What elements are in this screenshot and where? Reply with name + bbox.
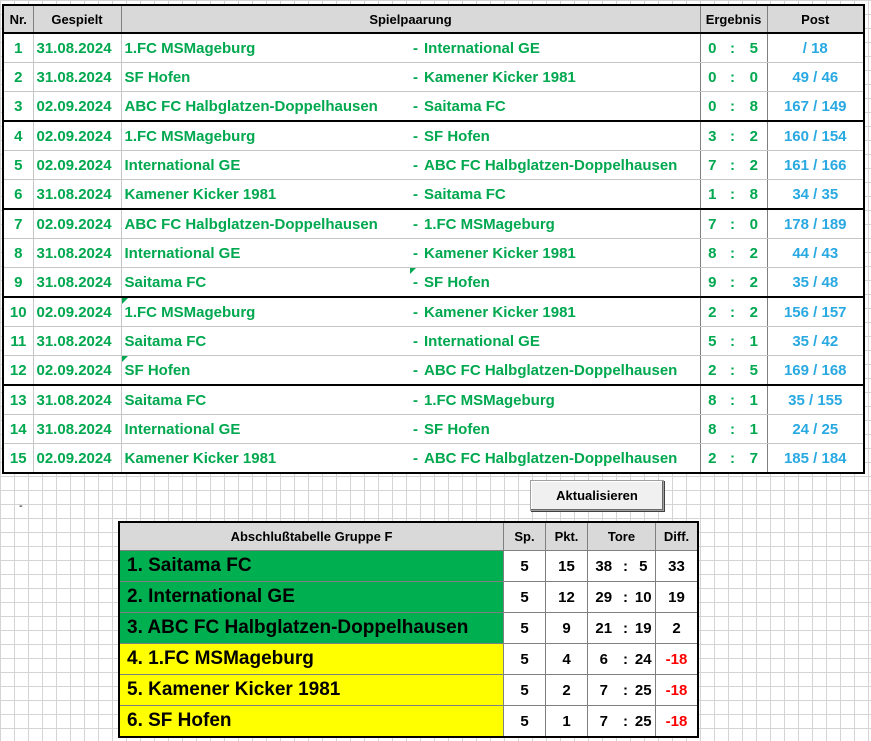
result-colon: : [724,356,741,386]
match-row [3,33,864,63]
match-date: 31.08.2024 [33,327,121,356]
result-colon: : [724,327,741,356]
home-goals: 2 [700,297,724,327]
team-name: 4. 1.FC MSMageburg [120,644,504,675]
away-team: Saitama FC [421,180,700,210]
match-date: 31.08.2024 [33,415,121,444]
post-value: 34 / 35 [767,180,864,210]
home-goals: 5 [700,327,724,356]
pairing-separator: - [410,239,421,268]
home-goals: 2 [700,356,724,386]
result-colon: : [724,63,741,92]
home-team: International GE [121,415,410,444]
home-goals: 0 [700,92,724,122]
points: 2 [546,675,588,706]
home-team: Saitama FC [121,327,410,356]
goals-against: 25 [632,675,656,706]
match-number: 13 [3,385,33,415]
header-pairing: Spielpaarung [121,5,700,33]
home-goals: 0 [700,63,724,92]
home-goals: 7 [700,209,724,239]
away-team: 1.FC MSMageburg [421,209,700,239]
away-team: International GE [421,327,700,356]
post-value: 35 / 42 [767,327,864,356]
header-games: Sp. [504,523,546,551]
goals-for: 6 [588,644,620,675]
match-date: 31.08.2024 [33,268,121,298]
away-goals: 2 [741,268,767,298]
stray-dash: - [19,500,23,512]
home-goals: 2 [700,444,724,474]
away-team: ABC FC Halbglatzen-Doppelhausen [421,356,700,386]
standings-row [120,675,698,706]
goals-for: 21 [588,613,620,644]
standings-table [119,522,698,737]
home-team: Saitama FC [121,268,410,298]
away-goals: 2 [741,151,767,180]
post-value: 35 / 155 [767,385,864,415]
pairing-separator: - [410,385,421,415]
result-colon: : [724,121,741,151]
result-colon: : [724,92,741,122]
home-team: Kamener Kicker 1981 [121,180,410,210]
match-row [3,209,864,239]
home-team: SF Hofen [121,356,410,386]
result-colon: : [724,297,741,327]
header-diff: Diff. [656,523,698,551]
header-points: Pkt. [546,523,588,551]
match-number: 2 [3,63,33,92]
post-value: 24 / 25 [767,415,864,444]
result-colon: : [724,268,741,298]
match-date: 31.08.2024 [33,239,121,268]
away-goals: 7 [741,444,767,474]
post-value: 178 / 189 [767,209,864,239]
away-goals: 2 [741,239,767,268]
home-team: Saitama FC [121,385,410,415]
goals-for: 38 [588,551,620,582]
match-number: 7 [3,209,33,239]
goals-against: 10 [632,582,656,613]
away-goals: 2 [741,121,767,151]
team-name: 3. ABC FC Halbglatzen-Doppelhausen [120,613,504,644]
match-number: 3 [3,92,33,122]
away-team: Kamener Kicker 1981 [421,63,700,92]
goal-difference: -18 [656,675,698,706]
away-goals: 2 [741,297,767,327]
match-row [3,356,864,386]
pairing-separator: - [410,297,421,327]
goals-against: 25 [632,706,656,737]
pairing-separator: - [410,209,421,239]
away-goals: 5 [741,356,767,386]
home-team: SF Hofen [121,63,410,92]
match-row [3,180,864,210]
home-team: 1.FC MSMageburg [121,33,410,63]
away-goals: 1 [741,415,767,444]
home-team: ABC FC Halbglatzen-Doppelhausen [121,209,410,239]
match-date: 02.09.2024 [33,444,121,474]
result-colon: : [724,415,741,444]
match-date: 02.09.2024 [33,92,121,122]
away-goals: 8 [741,92,767,122]
games-played: 5 [504,675,546,706]
match-date: 31.08.2024 [33,63,121,92]
home-team: International GE [121,239,410,268]
match-row [3,327,864,356]
away-goals: 8 [741,180,767,210]
away-goals: 0 [741,63,767,92]
home-team: International GE [121,151,410,180]
match-row [3,151,864,180]
goal-difference: 2 [656,613,698,644]
match-date: 31.08.2024 [33,180,121,210]
match-row [3,415,864,444]
standings-row [120,582,698,613]
result-colon: : [724,444,741,474]
team-name: 2. International GE [120,582,504,613]
post-value: 35 / 48 [767,268,864,298]
games-played: 5 [504,706,546,737]
result-colon: : [724,385,741,415]
match-row [3,385,864,415]
post-value: 169 / 168 [767,356,864,386]
home-goals: 8 [700,415,724,444]
header-nr: Nr. [3,5,33,33]
home-team: 1.FC MSMageburg [121,121,410,151]
points: 15 [546,551,588,582]
match-date: 02.09.2024 [33,121,121,151]
post-value: / 18 [767,33,864,63]
points: 9 [546,613,588,644]
away-team: Kamener Kicker 1981 [421,239,700,268]
match-number: 10 [3,297,33,327]
standings-row [120,551,698,582]
pairing-separator: - [410,268,421,298]
games-played: 5 [504,582,546,613]
games-played: 5 [504,613,546,644]
result-colon: : [724,33,741,63]
home-goals: 0 [700,33,724,63]
pairing-separator: - [410,33,421,63]
goal-difference: 33 [656,551,698,582]
away-goals: 1 [741,327,767,356]
match-date: 02.09.2024 [33,297,121,327]
away-team: 1.FC MSMageburg [421,385,700,415]
post-value: 156 / 157 [767,297,864,327]
home-goals: 8 [700,385,724,415]
goals-against: 24 [632,644,656,675]
goals-colon: : [620,675,632,706]
match-schedule-table [2,4,865,474]
away-goals: 0 [741,209,767,239]
post-value: 49 / 46 [767,63,864,92]
away-team: ABC FC Halbglatzen-Doppelhausen [421,151,700,180]
pairing-separator: - [410,327,421,356]
header-post: Post [767,5,864,33]
header-goals: Tore [588,523,656,551]
home-team: 1.FC MSMageburg [121,297,410,327]
goals-for: 7 [588,675,620,706]
away-team: Saitama FC [421,92,700,122]
home-goals: 1 [700,180,724,210]
match-row [3,444,864,474]
goal-difference: -18 [656,644,698,675]
games-played: 5 [504,644,546,675]
match-row [3,92,864,122]
match-number: 1 [3,33,33,63]
post-value: 167 / 149 [767,92,864,122]
goal-difference: -18 [656,706,698,737]
pairing-separator: - [410,63,421,92]
team-name: 5. Kamener Kicker 1981 [120,675,504,706]
pairing-separator: - [410,121,421,151]
match-date: 02.09.2024 [33,209,121,239]
away-goals: 1 [741,385,767,415]
team-name: 1. Saitama FC [120,551,504,582]
result-colon: : [724,180,741,210]
standings-row [120,706,698,737]
goals-colon: : [620,613,632,644]
match-number: 14 [3,415,33,444]
match-number: 4 [3,121,33,151]
post-value: 185 / 184 [767,444,864,474]
match-number: 8 [3,239,33,268]
points: 1 [546,706,588,737]
pairing-separator: - [410,92,421,122]
goals-against: 19 [632,613,656,644]
pairing-separator: - [410,356,421,386]
standings-row [120,613,698,644]
header-result: Ergebnis [700,5,767,33]
header-played: Gespielt [33,5,121,33]
goals-colon: : [620,582,632,613]
home-team: Kamener Kicker 1981 [121,444,410,474]
match-row [3,63,864,92]
match-number: 15 [3,444,33,474]
match-row [3,297,864,327]
match-date: 31.08.2024 [33,385,121,415]
pairing-separator: - [410,151,421,180]
match-number: 6 [3,180,33,210]
match-number: 11 [3,327,33,356]
goals-against: 5 [632,551,656,582]
away-goals: 5 [741,33,767,63]
goals-for: 29 [588,582,620,613]
points: 12 [546,582,588,613]
post-value: 161 / 166 [767,151,864,180]
match-date: 02.09.2024 [33,151,121,180]
home-team: ABC FC Halbglatzen-Doppelhausen [121,92,410,122]
result-colon: : [724,151,741,180]
match-date: 02.09.2024 [33,356,121,386]
home-goals: 7 [700,151,724,180]
away-team: ABC FC Halbglatzen-Doppelhausen [421,444,700,474]
match-row [3,268,864,298]
result-colon: : [724,209,741,239]
goals-colon: : [620,644,632,675]
games-played: 5 [504,551,546,582]
match-date: 31.08.2024 [33,33,121,63]
goals-colon: : [620,706,632,737]
match-row [3,121,864,151]
match-number: 5 [3,151,33,180]
away-team: SF Hofen [421,268,700,298]
home-goals: 9 [700,268,724,298]
standings-row [120,644,698,675]
home-goals: 8 [700,239,724,268]
away-team: SF Hofen [421,121,700,151]
away-team: Kamener Kicker 1981 [421,297,700,327]
team-name: 6. SF Hofen [120,706,504,737]
home-goals: 3 [700,121,724,151]
away-team: SF Hofen [421,415,700,444]
post-value: 160 / 154 [767,121,864,151]
goals-for: 7 [588,706,620,737]
match-number: 12 [3,356,33,386]
refresh-button[interactable]: Aktualisieren [530,480,664,511]
goal-difference: 19 [656,582,698,613]
away-team: International GE [421,33,700,63]
pairing-separator: - [410,444,421,474]
points: 4 [546,644,588,675]
post-value: 44 / 43 [767,239,864,268]
pairing-separator: - [410,415,421,444]
match-row [3,239,864,268]
pairing-separator: - [410,180,421,210]
result-colon: : [724,239,741,268]
goals-colon: : [620,551,632,582]
match-number: 9 [3,268,33,298]
standings-title: Abschlußtabelle Gruppe F [120,523,504,551]
